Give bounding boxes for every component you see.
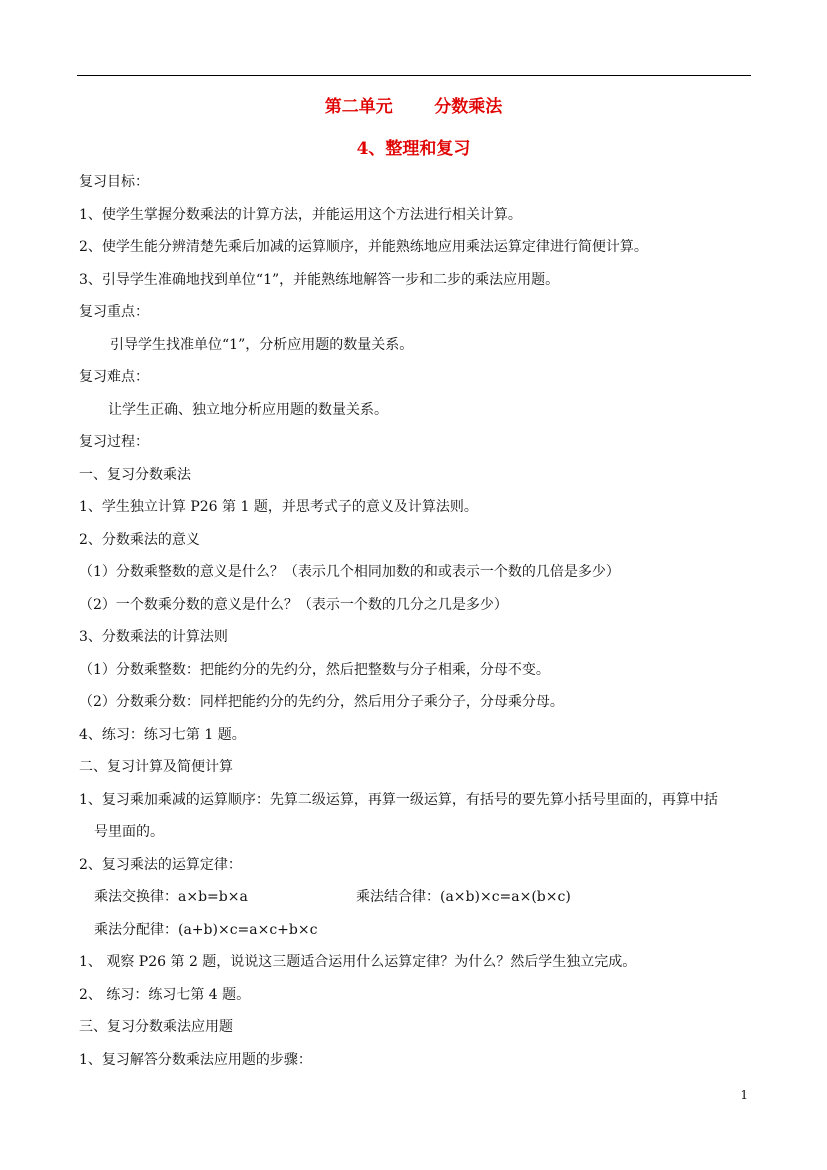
law-associative: 乘法结合律：(a×b)×c=a×(b×c): [356, 889, 571, 905]
goal-item: 2、使学生能分辨清楚先乘后加减的运算顺序，并能熟练地应用乘法运算定律进行简便计算。: [79, 239, 648, 255]
page-number: 1: [740, 1088, 748, 1102]
paragraph: 1、学生独立计算 P26 第 1 题，并思考式子的意义及计算法则。: [79, 499, 478, 515]
unit-title: 第二单元 分数乘法: [324, 97, 503, 117]
difficulty-text: 让学生正确、独立地分析应用题的数量关系。: [108, 402, 388, 418]
paragraph: 2、 练习：练习七第 4 题。: [79, 987, 251, 1003]
section-heading-key-points: 复习重点：: [79, 304, 149, 320]
section-heading-goals: 复习目标：: [79, 174, 149, 190]
key-point-text: 引导学生找准单位“1”，分析应用题的数量关系。: [110, 337, 414, 353]
goal-item: 1、使学生掌握分数乘法的计算方法，并能运用这个方法进行相关计算。: [79, 207, 522, 223]
paragraph: 1、复习解答分数乘法应用题的步骤：: [79, 1052, 312, 1068]
paragraph: （1）分数乘整数的意义是什么？（表示几个相同加数的和或表示一个数的几倍是多少）: [79, 564, 620, 580]
section-heading-process: 复习过程：: [79, 434, 149, 450]
paragraph: 1、 观察 P26 第 2 题，说说这三题适合运用什么运算定律？为什么？然后学生独立完成。: [79, 954, 637, 970]
lesson-title: 4、整理和复习: [356, 139, 471, 159]
paragraph: （2）一个数乘分数的意义是什么？（表示一个数的几分之几是多少）: [79, 597, 508, 613]
paragraph-continuation: 号里面的。: [94, 824, 164, 840]
part-heading: 三、复习分数乘法应用题: [79, 1019, 233, 1035]
part-heading: 一、复习分数乘法: [79, 467, 191, 483]
goal-item: 3、引导学生准确地找到单位“1”，并能熟练地解答一步和二步的乘法应用题。: [79, 272, 560, 288]
law-commutative: 乘法交换律：a×b=b×a: [94, 889, 248, 905]
paragraph: 2、分数乘法的意义: [79, 532, 200, 548]
part-heading: 二、复习计算及简便计算: [79, 759, 233, 775]
paragraph: 4、练习：练习七第 1 题。: [79, 727, 246, 743]
paragraph: 1、复习乘加乘减的运算顺序：先算二级运算，再算一级运算，有括号的要先算小括号里面的，再算中括: [79, 792, 718, 808]
paragraph: （2）分数乘分数：同样把能约分的先约分，然后用分子乘分子，分母乘分母。: [79, 694, 564, 710]
law-distributive: 乘法分配律：(a+b)×c=a×c+b×c: [94, 922, 318, 938]
paragraph: 2、复习乘法的运算定律：: [79, 857, 242, 873]
section-heading-difficulties: 复习难点：: [79, 369, 149, 385]
paragraph: 3、分数乘法的计算法则: [79, 629, 228, 645]
paragraph: （1）分数乘整数：把能约分的先约分，然后把整数与分子相乘，分母不变。: [79, 662, 550, 678]
header-rule: [77, 75, 751, 76]
